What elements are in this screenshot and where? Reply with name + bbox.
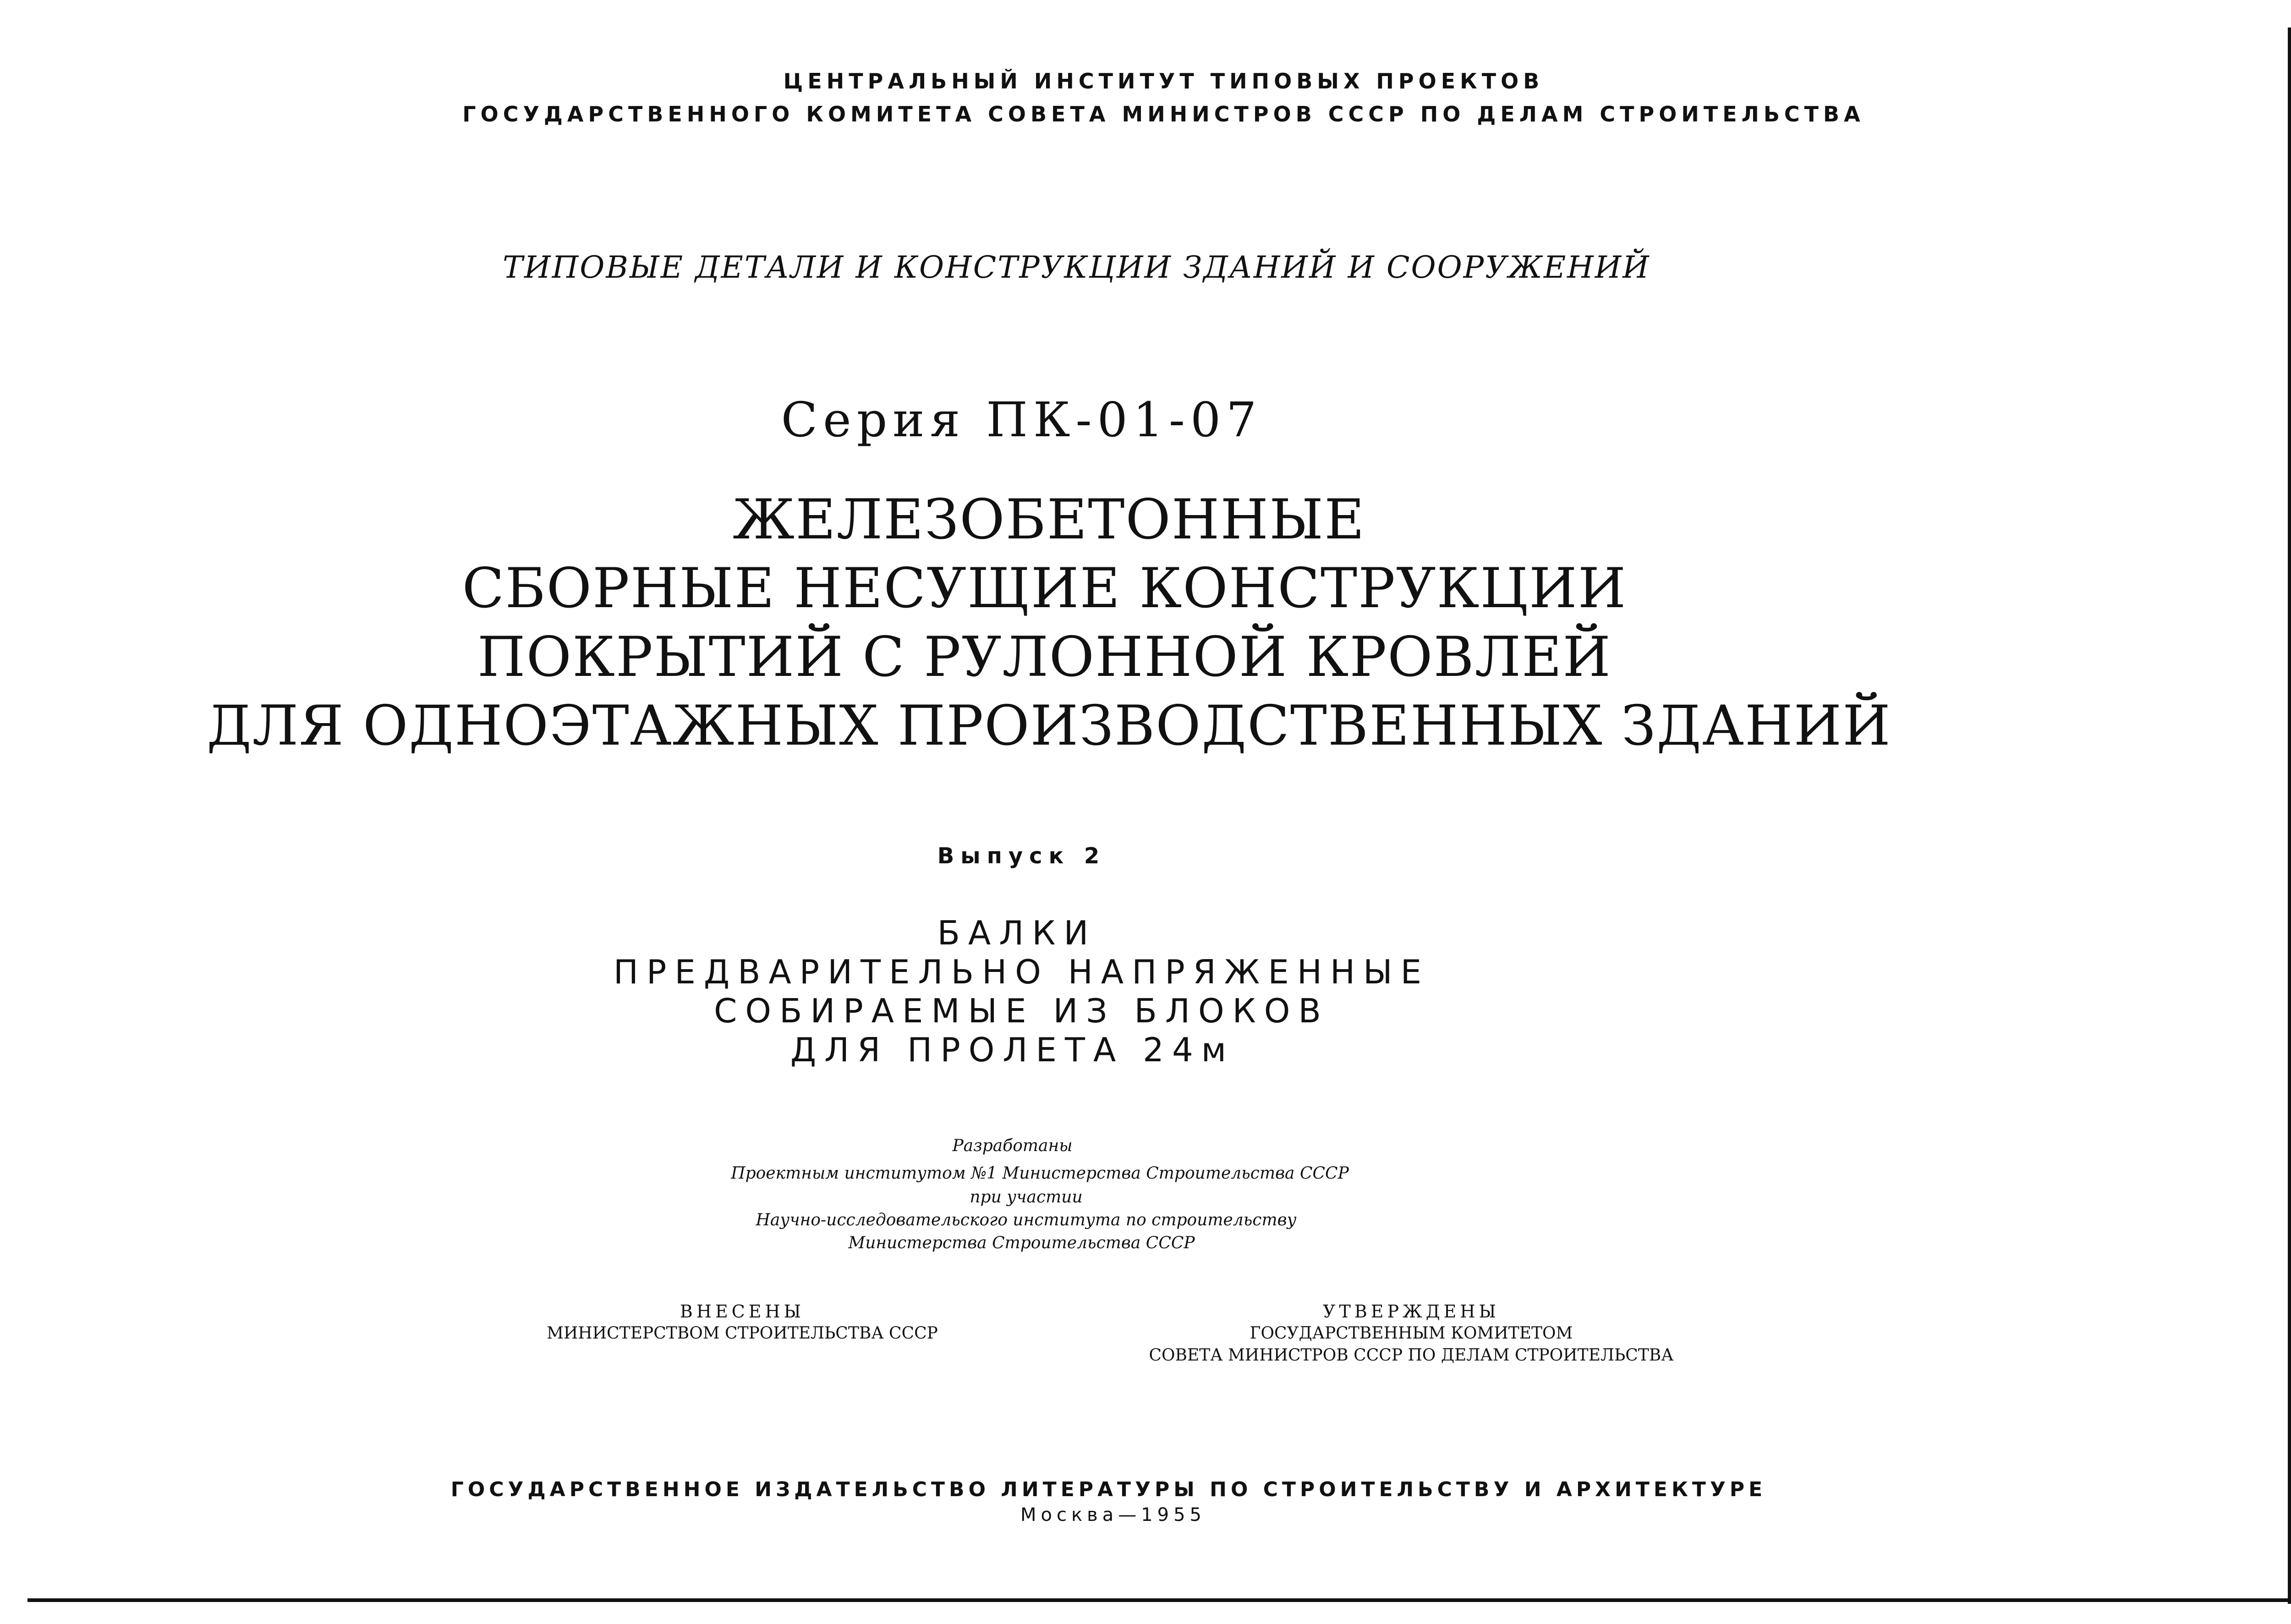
issue-label: Выпуск 2 [937,843,1106,869]
submitted-label: ВНЕСЕНЫ [680,1301,805,1322]
publisher: ГОСУДАРСТВЕННОЕ ИЗДАТЕЛЬСТВО ЛИТЕРАТУРЫ ПО СТРОИТЕЛЬСТВУ И АРХИТЕКТУРЕ [450,1478,1767,1501]
approved-label: УТВЕРЖДЕНЫ [1323,1301,1500,1322]
main-title-line-2: СБОРНЫЕ НЕСУЩИЕ КОНСТРУКЦИИ [462,557,1627,620]
series-number: Серия ПК-01-07 [781,392,1262,448]
developed-participation: при участии [970,1188,1083,1207]
header-committee: ГОСУДАРСТВЕННОГО КОМИТЕТА СОВЕТА МИНИСТРОВ СССР ПО ДЕЛАМ СТРОИТЕЛЬСТВА [462,102,1865,126]
header-institute: ЦЕНТРАЛЬНЫЙ ИНСТИТУТ ТИПОВЫХ ПРОЕКТОВ [783,69,1544,93]
main-title-line-3: ПОКРЫТИЙ С РУЛОННОЙ КРОВЛЕЙ [477,625,1612,689]
subtitle-line-2: ПРЕДВАРИТЕЛЬНО НАПРЯЖЕННЫЕ [613,953,1430,991]
main-title-line-4: ДЛЯ ОДНОЭТАЖНЫХ ПРОИЗВОДСТВЕННЫХ ЗДАНИЙ [207,694,1891,758]
developed-label: Разработаны [952,1136,1073,1155]
approved-council: СОВЕТА МИНИСТРОВ СССР ПО ДЕЛАМ СТРОИТЕЛЬСТВА [1149,1346,1674,1365]
submitted-block [513,1300,971,1344]
developed-research-institute: Научно-исследовательского института по строительству [756,1211,1297,1229]
subtitle-line-3: СОБИРАЕМЫЕ ИЗ БЛОКОВ [714,992,1329,1030]
frame-right-border [2288,27,2291,1604]
submitted-by: МИНИСТЕРСТВОМ СТРОИТЕЛЬСТВА СССР [547,1324,938,1343]
series-label: ТИПОВЫЕ ДЕТАЛИ И КОНСТРУКЦИИ ЗДАНИЙ И СООРУЖЕНИЙ [503,250,1650,285]
subtitle-line-4: ДЛЯ ПРОЛЕТА 24м [790,1031,1235,1069]
city-year: Москва—1955 [1020,1504,1206,1525]
frame-bottom-border [27,1598,2291,1602]
subtitle-line-1: БАЛКИ [937,914,1097,952]
developed-institute: Проектным институтом №1 Министерства Строительства СССР [731,1164,1349,1183]
developed-ministry: Министерства Строительства СССР [848,1234,1195,1252]
main-title-line-1: ЖЕЛЕЗОБЕТОННЫЕ [733,488,1365,552]
approved-committee: ГОСУДАРСТВЕННЫМ КОМИТЕТОМ [1250,1324,1573,1343]
approved-block [1136,1300,1686,1366]
